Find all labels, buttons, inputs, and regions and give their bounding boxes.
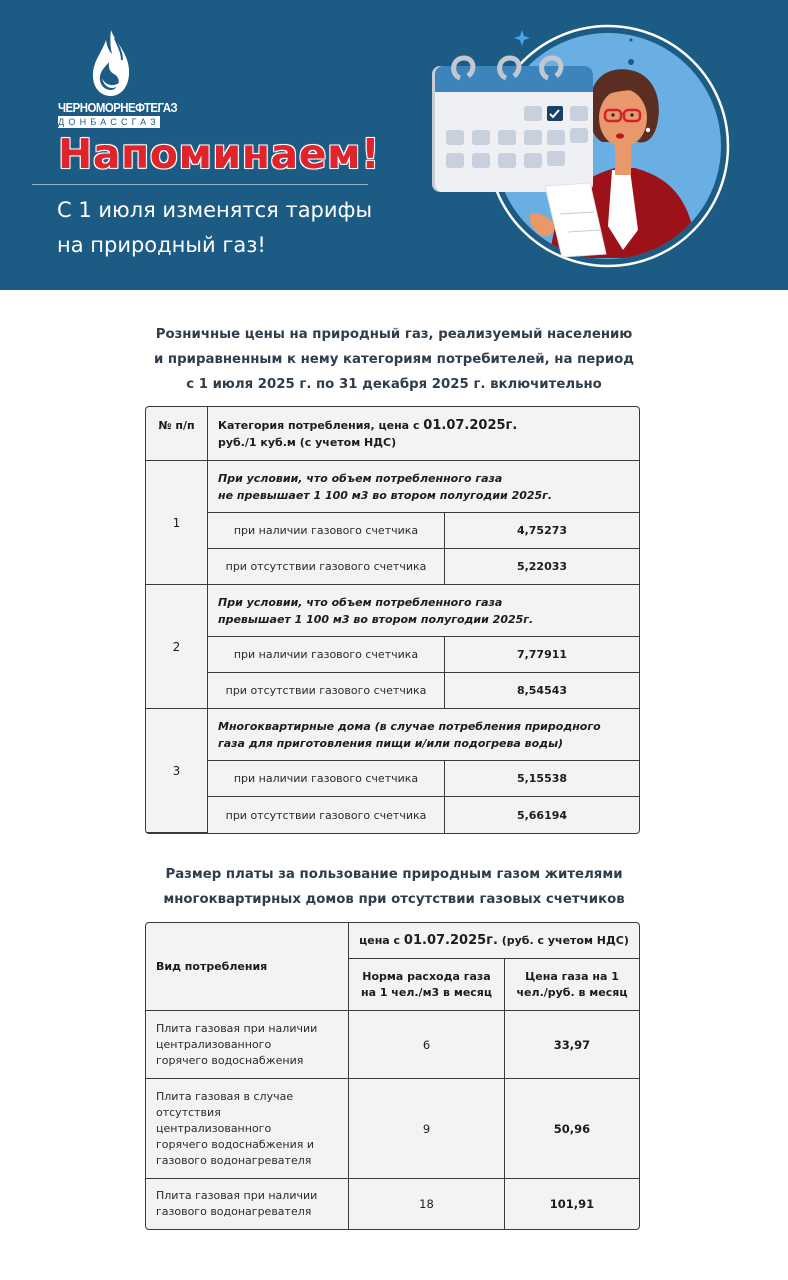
logo-name-top: ЧЕРНОМОРНЕФТЕГАЗ xyxy=(58,100,178,115)
header-date: 01.07.2025г. xyxy=(403,933,498,948)
with-meter-value: 4,75273 xyxy=(445,513,639,549)
column-header-type: Вид потребления xyxy=(146,923,349,1011)
with-meter-label: при наличии газового счетчика xyxy=(208,513,445,549)
condition-line: газа для приготовления пищи и/или подогрева воды) xyxy=(218,736,564,750)
header-text: чел./руб. в месяц xyxy=(516,985,628,999)
table-row xyxy=(146,549,639,585)
header-banner xyxy=(0,0,788,290)
without-meter-label: при отсутствии газового счетчика xyxy=(208,673,445,709)
table-header-row xyxy=(146,407,639,461)
header-text: на 1 чел./м3 в месяц xyxy=(360,985,493,999)
label-line: горячего водоснабжения и xyxy=(156,1137,314,1151)
label-line: газового водонагревателя xyxy=(156,1153,312,1167)
with-meter-label: при наличии газового счетчика xyxy=(208,761,445,797)
header-text: руб./1 куб.м (с учетом НДС) xyxy=(218,435,397,449)
title-line: многоквартирных домов при отсутствии газовых счетчиков xyxy=(163,892,625,907)
title-line: и приравненным к нему категориям потребителей, на период xyxy=(153,352,635,367)
norm-value: 6 xyxy=(349,1011,505,1079)
column-header-price xyxy=(349,923,639,959)
company-logo xyxy=(58,28,178,128)
category-condition xyxy=(208,461,639,513)
title-line: Розничные цены на природный газ, реализуемый населению xyxy=(155,327,633,342)
subline-1: С 1 июля изменятся тарифы xyxy=(57,198,373,222)
table-row xyxy=(146,1179,639,1229)
cost-value: 33,97 xyxy=(505,1011,639,1079)
without-meter-value: 5,22033 xyxy=(445,549,639,585)
row-number: 3 xyxy=(146,709,208,833)
table-row xyxy=(146,709,639,761)
header-text: Цена газа на 1 xyxy=(525,969,619,983)
label-line: Плита газовая в случае xyxy=(156,1089,294,1103)
woman-with-calendar-illustration xyxy=(430,18,730,273)
with-meter-value: 7,77911 xyxy=(445,637,639,673)
header-text: (руб. с учетом НДС) xyxy=(497,934,629,947)
retail-prices-title xyxy=(0,322,788,397)
column-header-category xyxy=(208,407,639,461)
apartment-fees-title xyxy=(0,862,788,912)
table-row xyxy=(146,1079,639,1179)
without-meter-label: при отсутствии газового счетчика xyxy=(208,797,445,833)
header-text: Норма расхода газа xyxy=(362,969,491,983)
table-row xyxy=(146,673,639,709)
column-header-cost xyxy=(505,959,639,1011)
table-header-row xyxy=(146,923,639,959)
label-line: отсутствия xyxy=(156,1105,221,1119)
label-line: Плита газовая при наличии xyxy=(156,1021,318,1035)
subline-2: на природный газ! xyxy=(57,233,266,257)
table-row xyxy=(146,761,639,797)
column-header-number: № п/п xyxy=(146,407,208,461)
title-line: с 1 июля 2025 г. по 31 декабря 2025 г. включительно xyxy=(186,377,602,392)
norm-value: 18 xyxy=(349,1179,505,1229)
without-meter-value: 8,54543 xyxy=(445,673,639,709)
label-line: централизованного xyxy=(156,1037,272,1051)
title-line: Размер платы за пользование природным газом жителями xyxy=(165,867,623,882)
table-row xyxy=(146,461,639,513)
row-number: 1 xyxy=(146,461,208,585)
condition-line: При условии, что объем потребленного газа xyxy=(218,471,503,485)
condition-line: превышает 1 100 м3 во втором полугодии 2025г. xyxy=(218,612,534,626)
category-condition xyxy=(208,709,639,761)
header-text: Категория потребления, цена с xyxy=(218,418,424,432)
apartment-fees-table xyxy=(145,922,640,1230)
label-line: централизованного xyxy=(156,1121,272,1135)
without-meter-value: 5,66194 xyxy=(516,808,568,822)
without-meter-label: при отсутствии газового счетчика xyxy=(208,549,445,585)
retail-prices-table xyxy=(145,406,640,834)
cost-value: 50,96 xyxy=(505,1079,639,1179)
table-row xyxy=(146,1011,639,1079)
consumption-type xyxy=(146,1011,349,1079)
logo-name-bottom: ДОНБАССГАЗ xyxy=(58,117,160,127)
condition-line: не превышает 1 100 м3 во втором полугодии 2025г. xyxy=(218,488,553,502)
header-divider xyxy=(32,184,368,185)
with-meter-value: 5,15538 xyxy=(445,761,639,797)
cost-value: 101,91 xyxy=(549,1197,595,1211)
label-line: Плита газовая при наличии xyxy=(156,1189,318,1202)
consumption-type xyxy=(146,1179,349,1229)
table-row xyxy=(146,585,639,637)
label-line: газового водонагревателя xyxy=(156,1205,312,1218)
condition-line: Многоквартирные дома (в случае потребления природного xyxy=(218,719,601,733)
header-date: 01.07.2025г. xyxy=(423,417,518,433)
label-line: горячего водоснабжения xyxy=(156,1053,304,1067)
table-row xyxy=(146,797,639,833)
flame-drop-icon xyxy=(88,28,134,98)
category-condition xyxy=(208,585,639,637)
column-header-norm xyxy=(349,959,505,1011)
condition-line: При условии, что объем потребленного газа xyxy=(218,595,503,609)
with-meter-label: при наличии газового счетчика xyxy=(208,637,445,673)
row-number: 2 xyxy=(146,585,208,709)
norm-value: 9 xyxy=(349,1079,505,1179)
header-text: цена с xyxy=(359,934,404,947)
table-row xyxy=(146,637,639,673)
table-row xyxy=(146,513,639,549)
headline: Напоминаем! xyxy=(58,130,381,178)
consumption-type xyxy=(146,1079,349,1179)
